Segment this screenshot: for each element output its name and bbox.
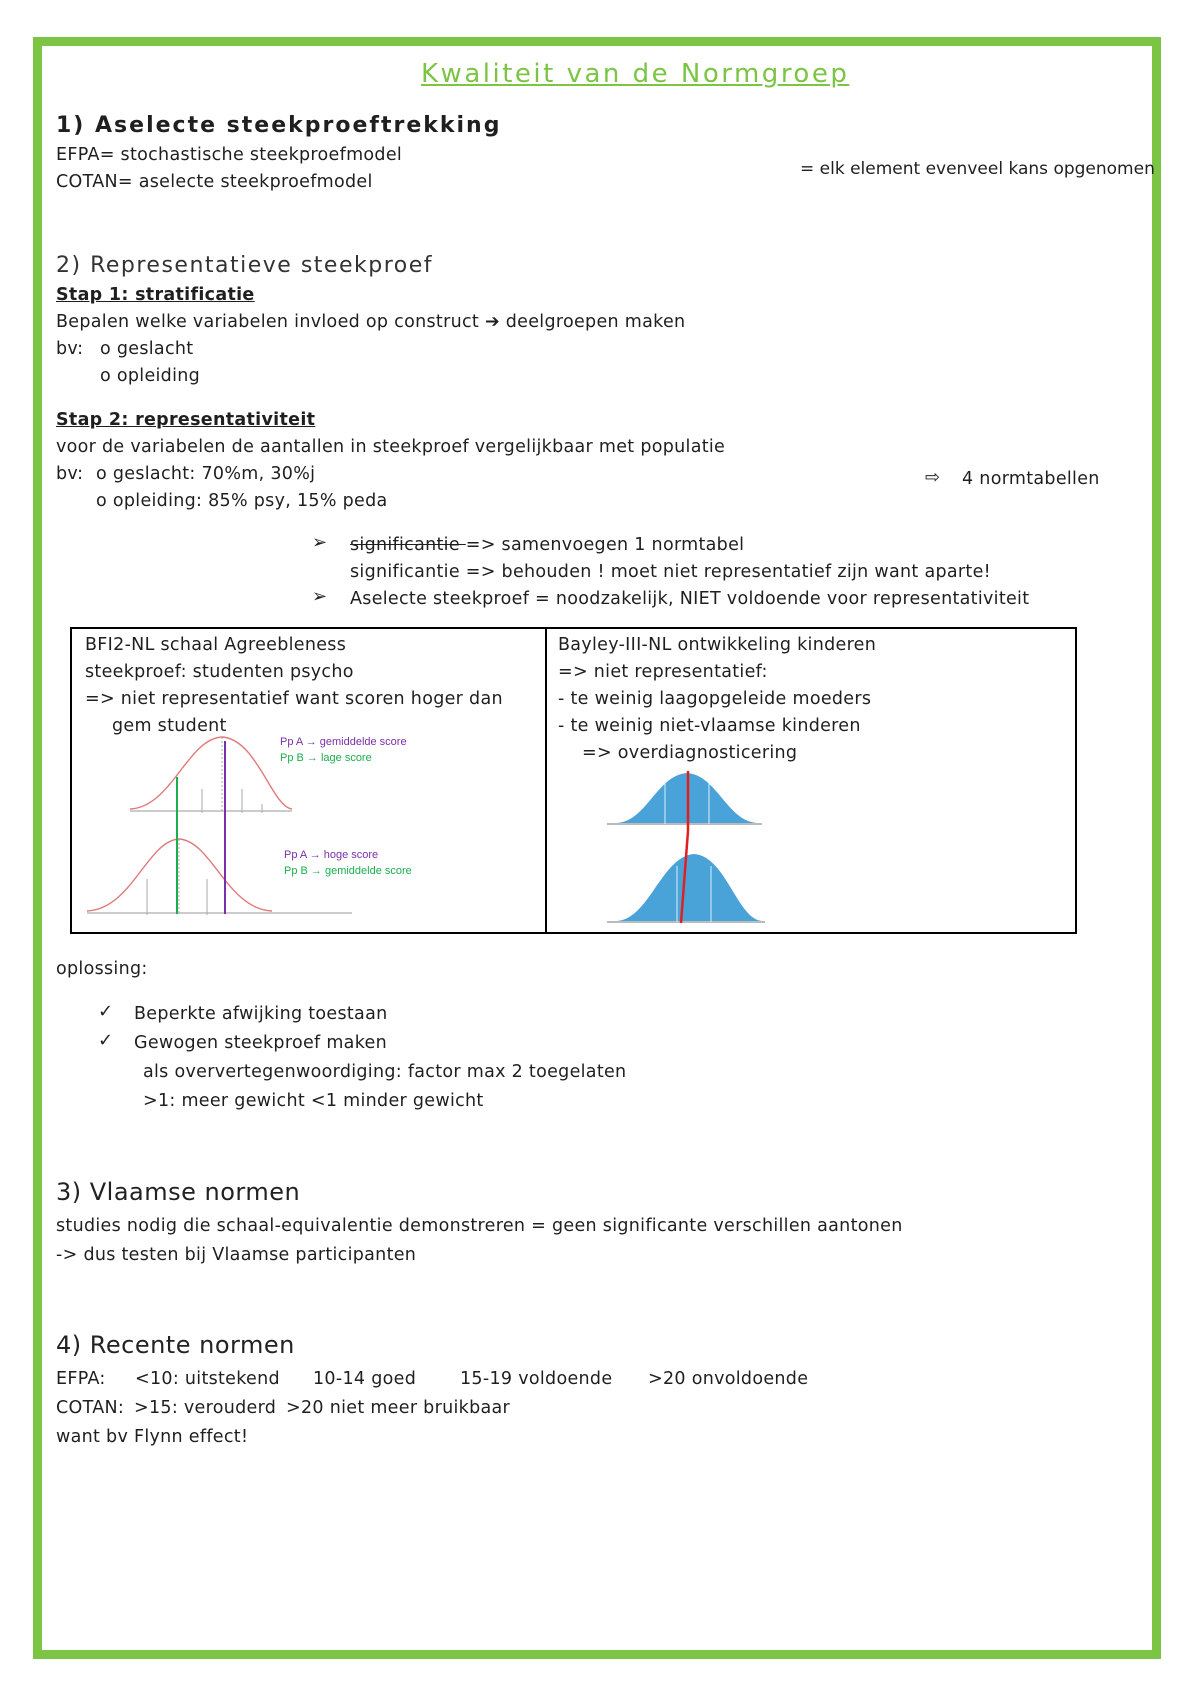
checkmark-icon: ✓ — [98, 1030, 114, 1051]
oplossing-item: Beperkte afwijking toestaan — [134, 1004, 388, 1024]
right-cell-line: - te weinig niet-vlaamse kinderen — [558, 716, 861, 736]
s3-line2: -> dus testen bij Vlaamse participanten — [56, 1245, 417, 1265]
normal-curves-figure — [82, 729, 482, 934]
bv-label-1: bv: — [56, 339, 84, 359]
upper-curve — [130, 737, 292, 809]
oplossing-item: Gewogen steekproef maken — [134, 1033, 387, 1053]
right-cell-line: => niet representatief: — [558, 662, 768, 682]
s4-efpa-label: EFPA: — [56, 1369, 106, 1389]
aselect-note: = elk element evenveel kans opgenomen — [800, 159, 1155, 179]
lower-distribution — [617, 854, 762, 921]
arrowhead-bullet-icon: ➢ — [312, 586, 328, 607]
oplossing-sub: >1: meer gewicht <1 minder gewicht — [143, 1091, 484, 1111]
bv2-item: o opleiding: 85% psy, 15% peda — [96, 491, 388, 511]
left-cell-line: steekproef: studenten psycho — [85, 662, 354, 682]
oplossing-sub: als oververtegenwoordiging: factor max 2 toegelaten — [143, 1062, 627, 1082]
section-1-heading: 1) Aselecte steekproeftrekking — [56, 113, 502, 138]
arrowhead-bullet-icon: ➢ — [312, 532, 328, 553]
bayley-distribution-figure — [587, 771, 767, 931]
step1-line: Bepalen welke variabelen invloed op construct ➔ deelgroepen maken — [56, 312, 686, 332]
right-cell-line: => overdiagnosticering — [582, 743, 798, 763]
step1-title: Stap 1: stratificatie — [56, 285, 255, 305]
legend-item: Pp A → gemiddelde score — [280, 736, 407, 748]
legend-item: Pp A → hoge score — [284, 849, 379, 861]
s3-line1: studies nodig die schaal-equivalentie demonstreren = geen significante verschillen aantonen — [56, 1216, 903, 1236]
step2-title: Stap 2: representativiteit — [56, 410, 316, 430]
s4-efpa-item: 10-14 goed — [313, 1369, 417, 1389]
bullet1-line2: significantie => behouden ! moet niet representatief zijn want aparte! — [350, 562, 991, 582]
bv-label-2: bv: — [56, 464, 84, 484]
bullet2-line: Aselecte steekproef = noodzakelijk, NIET voldoende voor representativiteit — [350, 589, 1030, 609]
right-cell-line: - te weinig laagopgeleide moeders — [558, 689, 872, 709]
right-cell-line: Bayley-III-NL ontwikkeling kinderen — [558, 635, 877, 655]
bv1-item: o geslacht — [100, 339, 194, 359]
checkmark-icon: ✓ — [98, 1001, 114, 1022]
examples-table — [70, 627, 1077, 934]
legend-item: Pp B → lage score — [280, 752, 372, 764]
s4-cotan-item: >15: verouderd — [134, 1398, 277, 1418]
page-title: Kwaliteit van de Normgroep — [421, 59, 850, 89]
left-cell-line: BFI2-NL schaal Agreebleness — [85, 635, 347, 655]
s4-line3: want bv Flynn effect! — [56, 1427, 249, 1447]
oplossing-label: oplossing: — [56, 959, 148, 979]
section-3-heading: 3) Vlaamse normen — [56, 1178, 301, 1206]
efpa-line: EFPA= stochastische steekproefmodel — [56, 145, 403, 165]
section-2-heading: 2) Representatieve steekproef — [56, 253, 434, 278]
legend-item: Pp B → gemiddelde score — [284, 865, 412, 877]
bv1-item: o opleiding — [100, 366, 201, 386]
hollow-arrow-icon: ⇨ — [925, 467, 941, 488]
s4-cotan-label: COTAN: — [56, 1398, 125, 1418]
section-4-heading: 4) Recente normen — [56, 1331, 295, 1359]
s4-efpa-item: <10: uitstekend — [135, 1369, 280, 1389]
table-divider — [545, 629, 547, 932]
bullet1-line: significantie => samenvoegen 1 normtabel — [350, 535, 745, 555]
normtabellen-note: 4 normtabellen — [962, 469, 1100, 489]
left-cell-line: => niet representatief want scoren hoger dan — [85, 689, 503, 709]
step2-line: voor de variabelen de aantallen in steekproef vergelijkbaar met populatie — [56, 437, 726, 457]
cotan-line: COTAN= aselecte steekproefmodel — [56, 172, 373, 192]
s4-efpa-item: >20 onvoldoende — [648, 1369, 809, 1389]
left-cell-line: gem student — [112, 716, 227, 736]
arrow-right-icon: ➔ — [484, 312, 506, 332]
s4-cotan-item: >20 niet meer bruikbaar — [286, 1398, 511, 1418]
s4-efpa-item: 15-19 voldoende — [460, 1369, 613, 1389]
bv2-item: o geslacht: 70%m, 30%j — [96, 464, 316, 484]
